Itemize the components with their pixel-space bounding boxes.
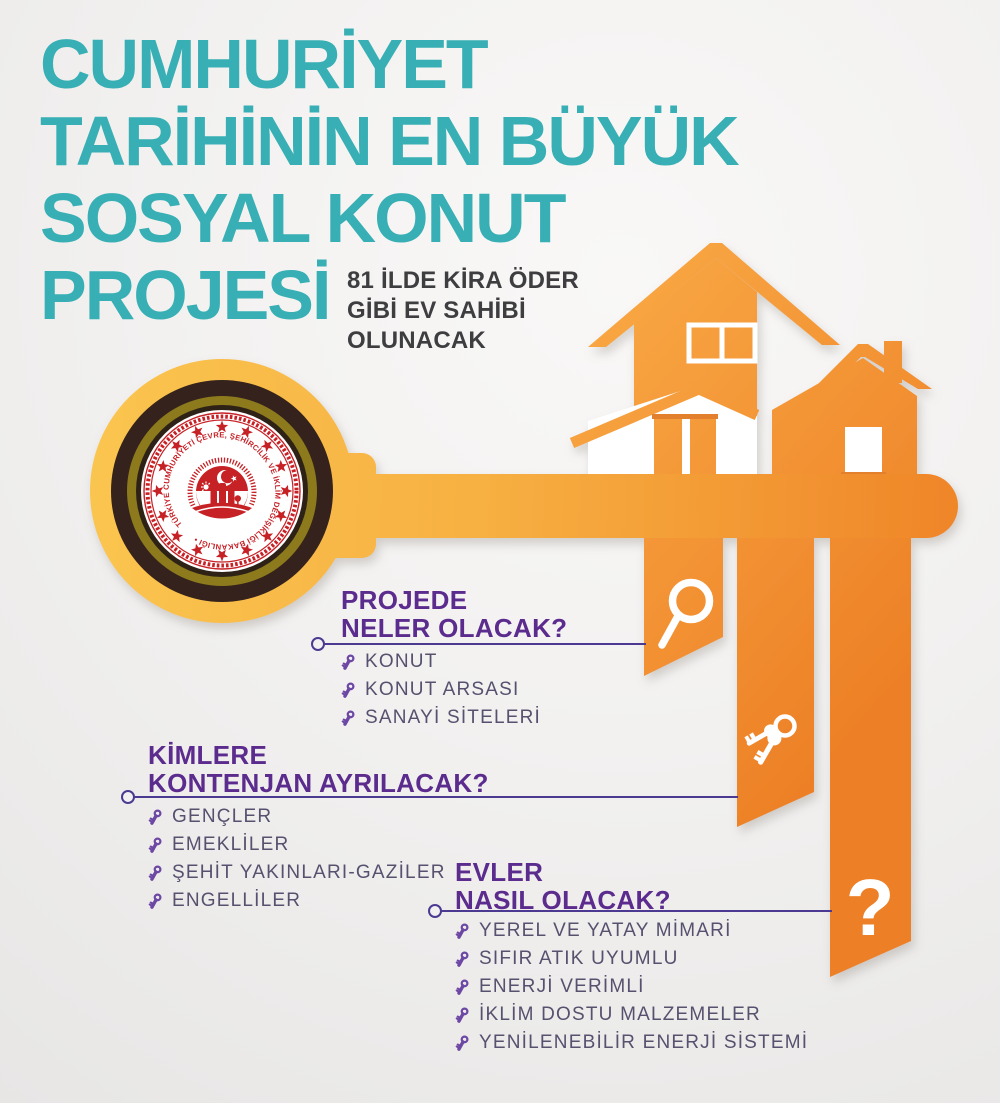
item-label: İKLİM DOSTU MALZEMELER [479,1004,761,1025]
item-label: SIFIR ATIK UYUMLU [479,948,679,969]
item-label: GENÇLER [172,806,273,827]
item-label: ENERJİ VERİMLİ [479,976,645,997]
title-line-1: CUMHURİYET [40,25,487,103]
key-shaft [360,474,958,538]
item-label: ŞEHİT YAKINLARI-GAZİLER [172,862,446,883]
heading-line: KİMLERE [148,740,268,770]
question-mark-icon: ? [845,863,895,952]
seal-ring-text: TÜRKİYE CUMHURİYETİ ÇEVRE, ŞEHİRCİLİK VE İKLİM DEĞİŞİKLİĞİ BAKANLIĞI • [161,430,283,552]
subtitle-line-1: 81 İLDE KİRA ÖDER [347,267,579,294]
item-label: YENİLENEBİLİR ENERJİ SİSTEMİ [479,1032,809,1053]
item-label: KONUT [365,651,438,672]
title-line-2: TARİHİNİN EN BÜYÜK [40,102,738,180]
title-line-3: SOSYAL KONUT [40,179,565,257]
item-label: EMEKLİLER [172,834,290,855]
small-house-window [845,427,882,472]
item-label: KONUT ARSASI [365,679,520,700]
title-line-4: PROJESİ [40,256,330,334]
door-lintel [652,414,718,419]
item-label: ENGELLİLER [172,890,302,911]
ribbon-evler [830,526,911,977]
heading-line: NASIL OLACAK? [455,885,671,915]
heading-line: PROJEDE [341,585,468,615]
heading-line: EVLER [455,857,544,887]
heading-line: KONTENJAN AYRILACAK? [148,768,489,798]
ribbon-kimlere [737,526,814,827]
item-label: YEREL VE YATAY MİMARİ [479,920,732,941]
item-label: SANAYİ SİTELERİ [365,707,542,728]
heading-line: NELER OLACAK? [341,613,568,643]
subtitle-line-3: OLUNACAK [347,327,486,354]
subtitle-line-2: GİBİ EV SAHİBİ [347,297,526,324]
